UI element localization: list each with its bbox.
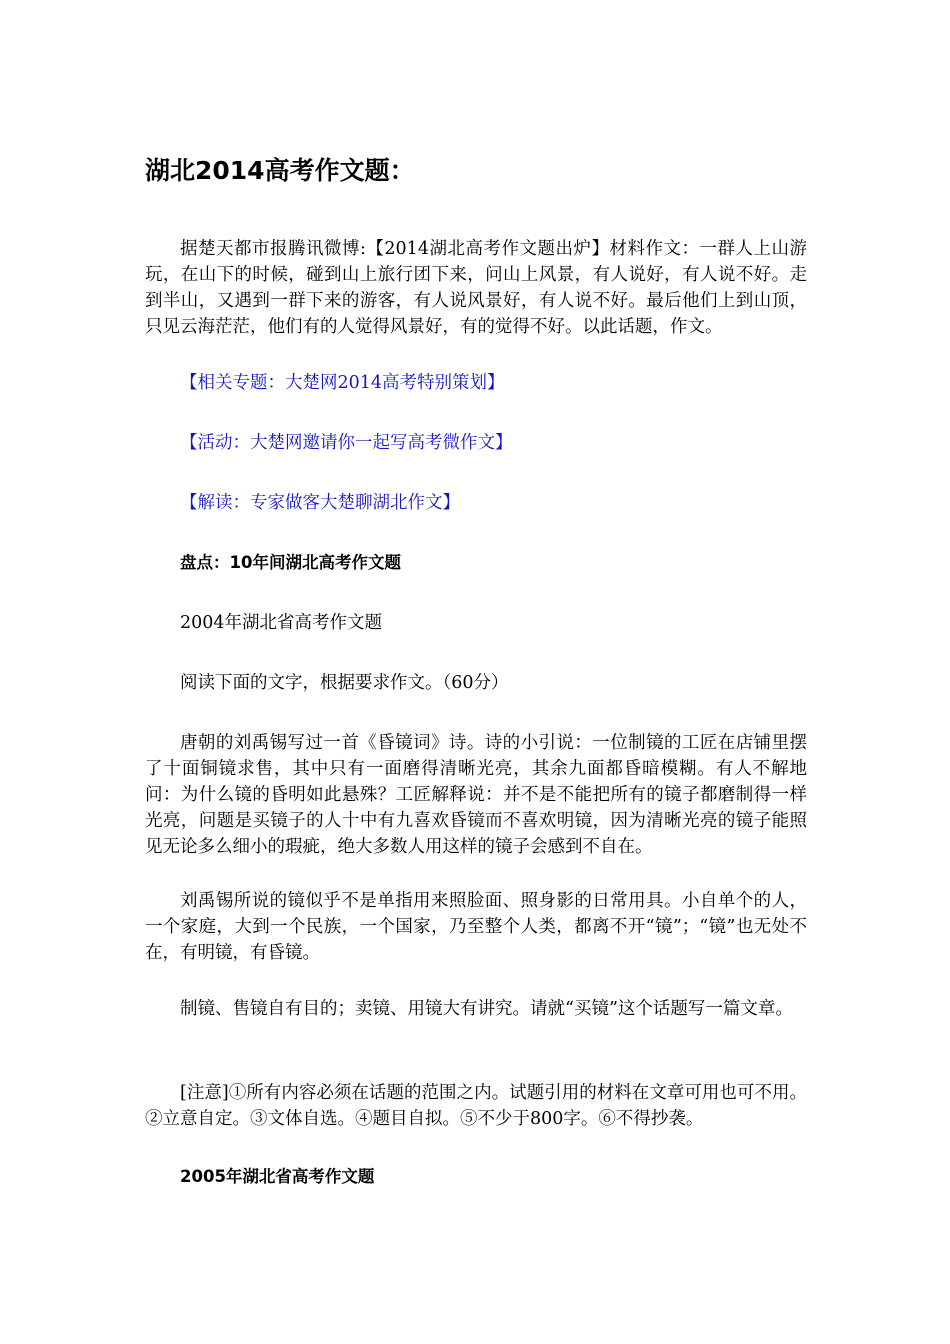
year-2005-heading: 2005年湖北省高考作文题	[180, 1167, 375, 1186]
paragraph-mirror-poem: 唐朝的刘禹锡写过一首《昏镜词》诗。诗的小引说：一位制镜的工匠在店铺里摆了十面铜镜求售，其中只有一面磨得清晰光亮，其余九面都昏暗模糊。有人不解地问：为什么镜的昏明如此悬殊？工匠解释说：并不是不能把所有的镜子都磨制得一样光亮，问题是买镜子的人十中有九喜欢昏镜而不喜欢明镜，因为清晰光亮的镜子能照见无论多么细小的瑕疵，绝大多数人用这样的镜子会感到不自在。	[145, 733, 807, 857]
link-activity[interactable]: 【活动：大楚网邀请你一起写高考微作文】	[180, 433, 513, 453]
link-special-topic[interactable]: 【相关专题：大楚网2014高考特别策划】	[180, 373, 505, 393]
paragraph-notes: [注意]①所有内容必须在话题的范围之内。试题引用的材料在文章可用也可不用。②立意自定。③文体自选。④题目自拟。⑤不少于800字。⑥不得抄袭。	[145, 1083, 807, 1129]
paragraph-mirror-meaning: 刘禹锡所说的镜似乎不是单指用来照脸面、照身影的日常用具。小自单个的人，一个家庭，大到一个民族，一个国家，乃至整个人类，都离不开“镜”；“镜”也无处不在，有明镜，有昏镜。	[145, 891, 807, 963]
page-title: 湖北2014高考作文题：	[145, 156, 415, 185]
inventory-heading: 盘点：10年间湖北高考作文题	[180, 553, 401, 572]
instruction-text: 阅读下面的文字，根据要求作文。（60分）	[180, 673, 509, 693]
intro-paragraph: 据楚天都市报腾讯微博:【2014湖北高考作文题出炉】材料作文：一群人上山游玩，在山下的时候，碰到山上旅行团下来，问山上风景，有人说好，有人说不好。走到半山，又遇到一群下来的游客，有人说风景好，有人说不好。最后他们上到山顶，只见云海茫茫，他们有的人觉得风景好，有的觉得不好。以此话题，作文。	[145, 239, 807, 337]
link-interpretation[interactable]: 【解读：专家做客大楚聊湖北作文】	[180, 493, 460, 513]
year-2004-heading: 2004年湖北省高考作文题	[180, 613, 383, 633]
paragraph-buy-mirror-task: 制镜、售镜自有目的；卖镜、用镜大有讲究。请就“买镜”这个话题写一篇文章。	[180, 999, 793, 1019]
